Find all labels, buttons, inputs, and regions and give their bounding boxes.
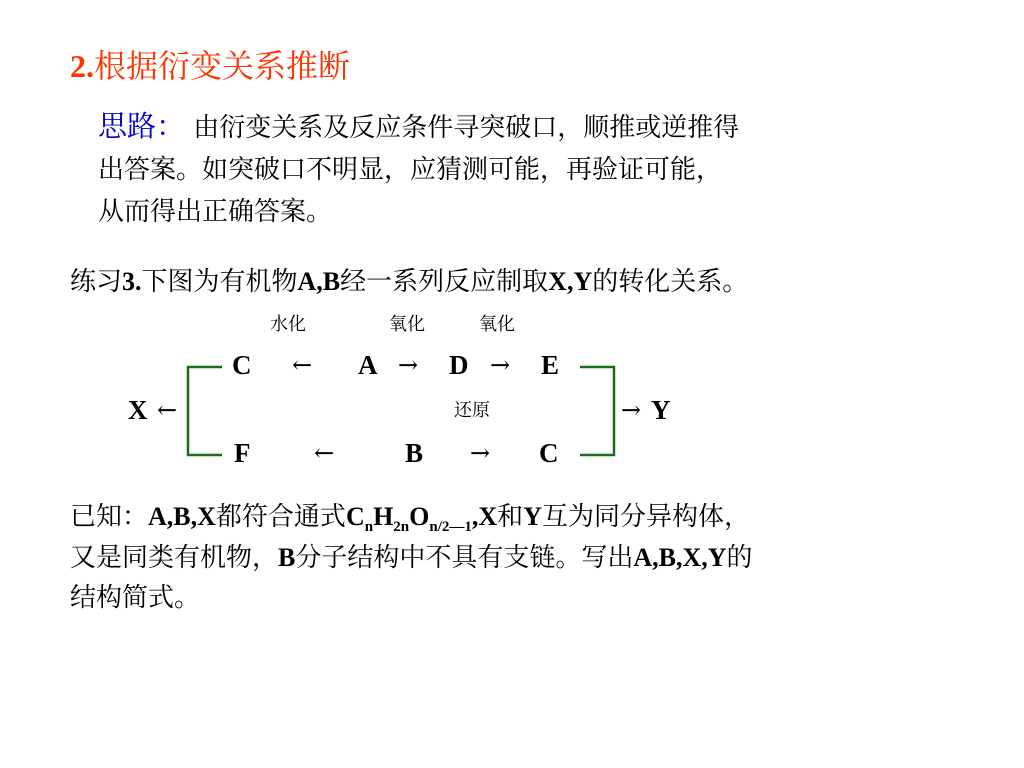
exercise-text-3: 的转化关系。 — [592, 267, 749, 297]
section-title: 根据衍变关系推断 — [94, 47, 351, 85]
exercise-text-1: 下图为有机物 — [141, 267, 298, 297]
node-bottom-b: B — [405, 438, 424, 468]
idea-text-1: 由衍变关系及反应条件寻突破口，顺推或逆推得 — [193, 113, 740, 143]
formula-o-sub-tail: —1 — [449, 519, 472, 535]
known-text-2: 和 — [497, 502, 524, 532]
arrow-c-from-a: ← — [292, 351, 313, 379]
known-y: Y — [523, 502, 542, 531]
known-text-3: 互为同分异构体， — [541, 502, 750, 532]
node-top-e: E — [541, 350, 560, 380]
arrow-b-to-c: → — [470, 439, 491, 467]
exercise-xy: X,Y — [548, 267, 593, 296]
exercise-ab: A,B — [297, 267, 341, 296]
formula-o: O — [409, 502, 430, 531]
exercise-text-2: 经一系列反应制取 — [340, 267, 549, 297]
arrow-to-x: ← — [157, 396, 178, 424]
known-line2-c: 分子结构中不具有支链。写出 — [295, 543, 634, 573]
node-top-d: D — [449, 350, 469, 380]
label-reduction: 还原 — [454, 400, 490, 421]
arrow-f-from-b: ← — [314, 439, 335, 467]
known-line2-e: 的 — [726, 543, 753, 573]
known-line2-d: A,B,X,Y — [633, 543, 727, 572]
known-text-1: 都符合通式 — [215, 502, 346, 532]
node-bottom-f: F — [234, 438, 251, 468]
left-bracket — [188, 367, 222, 455]
formula-h: H — [373, 502, 394, 531]
formula-h-sub: 2n — [393, 519, 410, 535]
known-line-2 — [70, 538, 753, 578]
label-oxidation-2: 氧化 — [479, 314, 515, 335]
formula-o-sub: n/2 — [429, 519, 450, 535]
node-bottom-c: C — [539, 438, 559, 468]
known-line2-b: B — [278, 543, 296, 572]
arrow-d-to-e: → — [490, 351, 511, 379]
label-hydrolysis: 水化 — [270, 314, 306, 335]
node-top-c: C — [232, 350, 252, 380]
known-line-3: 结构简式。 — [70, 583, 201, 613]
known-xy: ,X — [471, 502, 498, 531]
known-line2-a: 又是同类有机物， — [70, 543, 279, 573]
label-oxidation-1: 氧化 — [389, 314, 425, 335]
arrow-a-to-d: → — [398, 351, 419, 379]
exercise-prefix: 练习 — [70, 267, 123, 297]
formula-c: C — [345, 502, 365, 531]
exercise-number: 3. — [122, 267, 142, 296]
node-top-a: A — [358, 350, 378, 380]
node-y: Y — [651, 395, 671, 425]
idea-label: 思路： — [98, 109, 186, 143]
general-formula — [345, 502, 498, 535]
idea-line-3: 从而得出正确答案。 — [98, 197, 333, 227]
known-prefix: 已知： — [70, 502, 149, 532]
known-abx: A,B,X — [148, 502, 216, 531]
formula-c-sub: n — [364, 519, 374, 535]
node-x: X — [128, 395, 148, 425]
idea-line-2: 出答案。如突破口不明显，应猜测可能，再验证可能， — [98, 155, 723, 185]
right-bracket — [580, 367, 614, 455]
known-line-1 — [70, 497, 750, 537]
arrow-to-y: → — [621, 396, 642, 424]
section-number: 2. — [70, 48, 94, 84]
